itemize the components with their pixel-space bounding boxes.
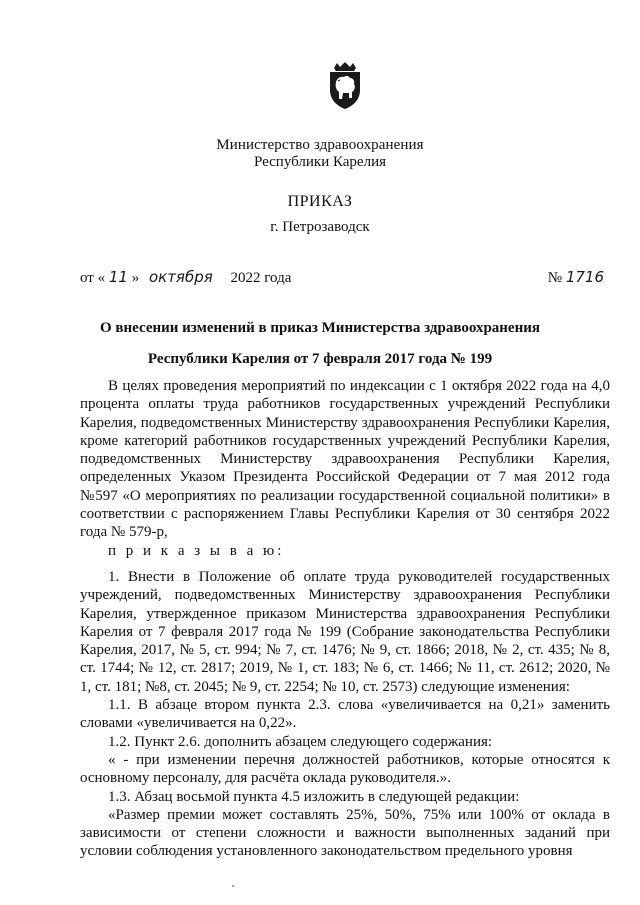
item-1-3-paragraph: 1.3. Абзац восьмой пункта 4.5 изложить в следующей редакции: — [108, 788, 520, 805]
city-name: г. Петрозаводск — [270, 219, 370, 235]
order-word: п р и к а з ы в а ю: — [108, 542, 285, 559]
order-title: ПРИКАЗ — [287, 193, 353, 210]
item-1-paragraph: 1. Внести в Положение об оплате труда руководителей государственных учреждений, подведомственных Министерству здравоохранения Республики Карелия, утвержденное приказом Министерства здравоохранения Республики Карелия от 7 февраля 2017 года № 199 (Собрание законодательства Республики Карелия, 2017, № 5, ст. 994; № 7, ст. 1476; № 9, ст. 1866; 2018, № 2, ст. 435; № 8, ст. 1744; № 12, ст. 2817; 2019, № 1, ст. 183; № 6, ст. 1466; № 11, ст. 2612; 2020, № 1, ст. 181; №8, ст. 2045; № 9, ст. 2254; № 10, ст. 2573) следующие изменения: — [80, 568, 610, 695]
date-number-row — [80, 268, 604, 292]
order-body — [80, 377, 610, 861]
preamble-paragraph: В целях проведения мероприятий по индексации с 1 октября 2022 года на 4,0 процента оплаты труда работников государственных учреждений Республики Карелия, подведомственных Министерству здравоохранения Республики Карелия, кроме категорий работников государственных учреждений Республики Карелия, подведомственных Министерству здравоохранения Республики Карелия, определенных Указом Президента Российской Федерации от 7 мая 2012 года №597 «О мероприятиях по реализации государственной социальной политики» в соответствии с распоряжением Главы Республики Карелия от 30 сентября 2022 года № 579-р, — [80, 378, 610, 541]
handwritten-number: 1716 — [565, 268, 604, 286]
order-number — [548, 268, 604, 287]
date-year: 2022 года — [230, 270, 292, 286]
date-mid: » — [131, 270, 140, 286]
ministry-name-line2: Республики Карелия — [253, 154, 387, 170]
subject-line1: О внесении изменений в приказ Министерства здравоохранения — [99, 320, 540, 336]
date-prefix: от « — [80, 270, 106, 286]
item-1-2-quote: « - при изменении перечня должностей работников, которые относятся к основному персоналу, для расчёта оклада руководителя.». — [80, 751, 610, 787]
handwritten-month: октября — [148, 268, 213, 286]
order-date — [80, 268, 291, 287]
item-1-2-paragraph: 1.2. Пункт 2.6. дополнить абзацем следующего содержания: — [108, 733, 493, 750]
item-1-1-paragraph: 1.1. В абзаце втором пункта 2.3. слова «увеличивается на 0,21» заменить словами «увеличивается на 0,22». — [80, 697, 610, 732]
handwritten-day: 11 — [108, 268, 128, 286]
karelia-coat-of-arms-icon — [327, 62, 363, 110]
ministry-name-line1: Министерство здравоохранения — [216, 137, 424, 153]
item-1-3-quote: «Размер премии может составлять 25%, 50%, 75% или 100% от оклада в зависимости от степени сложности и важности выполненных заданий при условии соблюдения установленного законодательством предельного уровня — [80, 806, 610, 860]
scan-speck — [232, 885, 234, 887]
number-prefix: № — [547, 270, 563, 286]
subject-line2: Республики Карелия от 7 февраля 2017 года № 199 — [147, 351, 493, 367]
